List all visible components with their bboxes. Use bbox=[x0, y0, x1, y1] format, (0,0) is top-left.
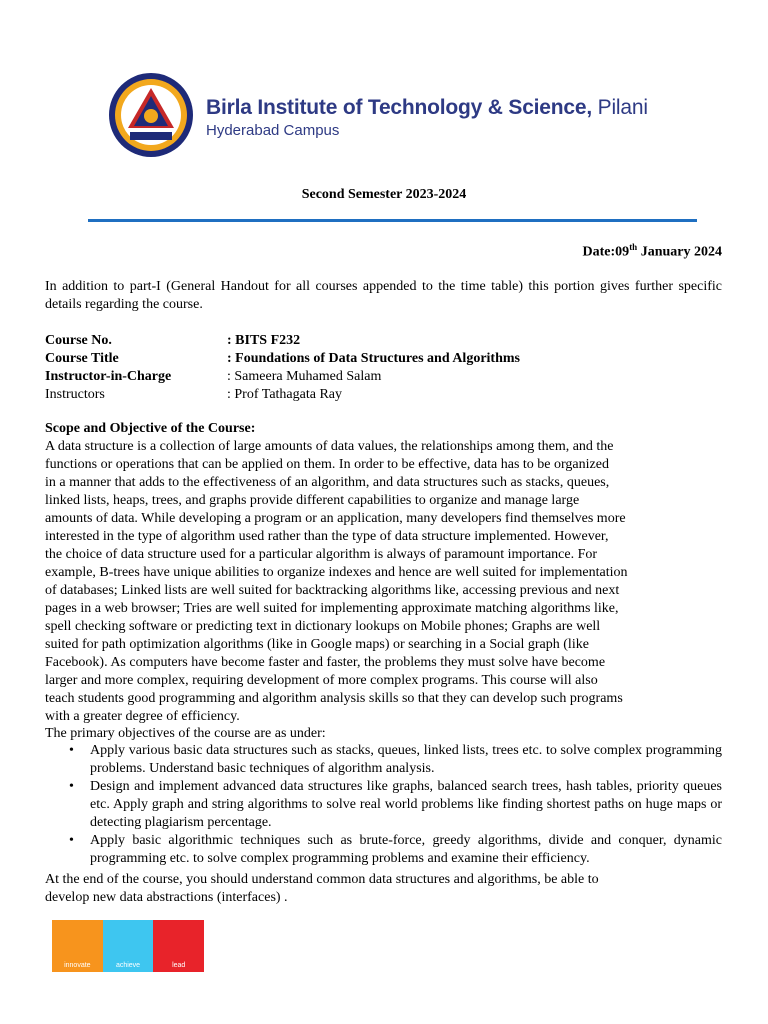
scope-line: example, B-trees have unique abilities to organize indexes and hence are well suited for implementation bbox=[45, 565, 628, 580]
instructors-row bbox=[45, 386, 722, 404]
objective-text: Design and implement advanced data structures like graphs, balanced search trees, hash tables, priority queues etc. Apply graph and string algorithms to solve real world problems like finding shortest paths on huge maps or detecting plagiarism percentage. bbox=[90, 779, 722, 830]
intro-paragraph: In addition to part-I (General Handout for all courses appended to the time table) this portion gives further specific details regarding the course. bbox=[45, 279, 722, 312]
scope-line: linked lists, heaps, trees, and graphs provide different capabilities to organize and manage large bbox=[45, 493, 580, 508]
achieve-block bbox=[103, 920, 154, 972]
semester-title: Second Semester 2023-2024 bbox=[301, 187, 467, 202]
objective-text: Apply various basic data structures such as stacks, queues, linked lists, trees etc. to solve complex programming problems. Understand basic techniques of algorithm analysis. bbox=[90, 743, 722, 776]
objective-item bbox=[45, 832, 722, 868]
course-title-value: : Foundations of Data Structures and Algorithms bbox=[227, 351, 520, 366]
scope-line: pages in a web browser; Tries are well suited for implementing approximate matching algorithms like, bbox=[45, 601, 619, 616]
instructors-label: Instructors bbox=[45, 387, 105, 402]
scope-line: larger and more complex, requiring development of more complex programs. This course will also bbox=[45, 673, 598, 688]
achieve-word: achieve bbox=[115, 962, 141, 969]
scope-line: interested in the type of algorithm used rather than the type of data structure implemented. However, bbox=[45, 529, 609, 544]
scope-line: with a greater degree of efficiency. bbox=[45, 709, 240, 724]
scope-line: A data structure is a collection of large amounts of data values, the relationships among them, and the bbox=[45, 439, 614, 454]
instructor-in-charge-row bbox=[45, 368, 722, 386]
closing-line: At the end of the course, you should understand common data structures and algorithms, be able to bbox=[45, 872, 599, 887]
course-no-row bbox=[45, 332, 722, 350]
objective-item bbox=[45, 742, 722, 778]
header-divider bbox=[88, 219, 697, 222]
objective-text: Apply basic algorithmic techniques such as brute-force, greedy algorithms, divide and conquer, dynamic programming etc. to solve complex programming problems and examine their efficiency. bbox=[90, 833, 722, 866]
instructor-in-charge-value: : Sameera Muhamed Salam bbox=[227, 369, 382, 384]
scope-heading: Scope and Objective of the Course: bbox=[45, 421, 256, 436]
bullet-icon: • bbox=[69, 743, 74, 758]
innovate-achieve-lead-logo bbox=[52, 920, 204, 972]
scope-line: in a manner that adds to the effectiveness of an algorithm, and data structures such as stacks, queues, bbox=[45, 475, 610, 490]
bits-logo-icon bbox=[108, 72, 194, 158]
instructor-in-charge-label: Instructor-in-Charge bbox=[45, 369, 172, 384]
scope-line: amounts of data. While developing a program or an application, many developers find themselves more bbox=[45, 511, 626, 526]
institute-name bbox=[206, 96, 648, 120]
course-title-label: Course Title bbox=[45, 351, 119, 366]
course-details bbox=[45, 332, 722, 404]
closing-line: develop new data abstractions (interfaces) . bbox=[45, 890, 288, 905]
course-title-row bbox=[45, 350, 722, 368]
closing-paragraph bbox=[45, 871, 599, 907]
scope-line: Facebook). As computers have become faster and faster, the problems they must solve have become bbox=[45, 655, 606, 670]
bullet-icon: • bbox=[69, 833, 74, 848]
institute-city: Pilani bbox=[597, 96, 648, 119]
scope-line: suited for path optimization algorithms (like in Google maps) or searching in a Social graph (like bbox=[45, 637, 589, 652]
lead-word: lead bbox=[172, 962, 186, 969]
handout-date bbox=[583, 242, 722, 261]
lead-block bbox=[153, 920, 204, 972]
instructors-value: : Prof Tathagata Ray bbox=[227, 387, 343, 402]
scope-line: teach students good programming and algorithm analysis skills so that they can develop such programs bbox=[45, 691, 623, 706]
scope-paragraph bbox=[45, 438, 627, 726]
innovate-word: innovate bbox=[64, 962, 91, 969]
objectives-list bbox=[45, 742, 722, 868]
institute-name-main: Birla Institute of Technology & Science, bbox=[206, 96, 593, 119]
scope-line: functions or operations that can be applied on them. In order to be effective, data has to be organized bbox=[45, 457, 609, 472]
scope-line: of databases; Linked lists are well suited for backtracking algorithms like, accessing previous and next bbox=[45, 583, 620, 598]
course-no-value: : BITS F232 bbox=[227, 333, 301, 348]
date-suffix-sup: th bbox=[629, 242, 638, 252]
date-prefix: Date:09 bbox=[582, 244, 630, 260]
date-month-year: January 2024 bbox=[637, 244, 722, 260]
bullet-icon: • bbox=[69, 779, 74, 794]
scope-line: spell checking software or predicting text in dictionary lookups on Mobile phones; Graphs are well bbox=[45, 619, 601, 634]
scope-line: the choice of data structure used for a particular algorithm is always of paramount importance. For bbox=[45, 547, 598, 562]
campus-name: Hyderabad Campus bbox=[206, 122, 340, 139]
objectives-intro: The primary objectives of the course are as under: bbox=[45, 726, 326, 741]
institute-header bbox=[104, 66, 664, 162]
course-no-label: Course No. bbox=[45, 333, 112, 348]
objective-item bbox=[45, 778, 722, 832]
innovate-block bbox=[52, 920, 103, 972]
